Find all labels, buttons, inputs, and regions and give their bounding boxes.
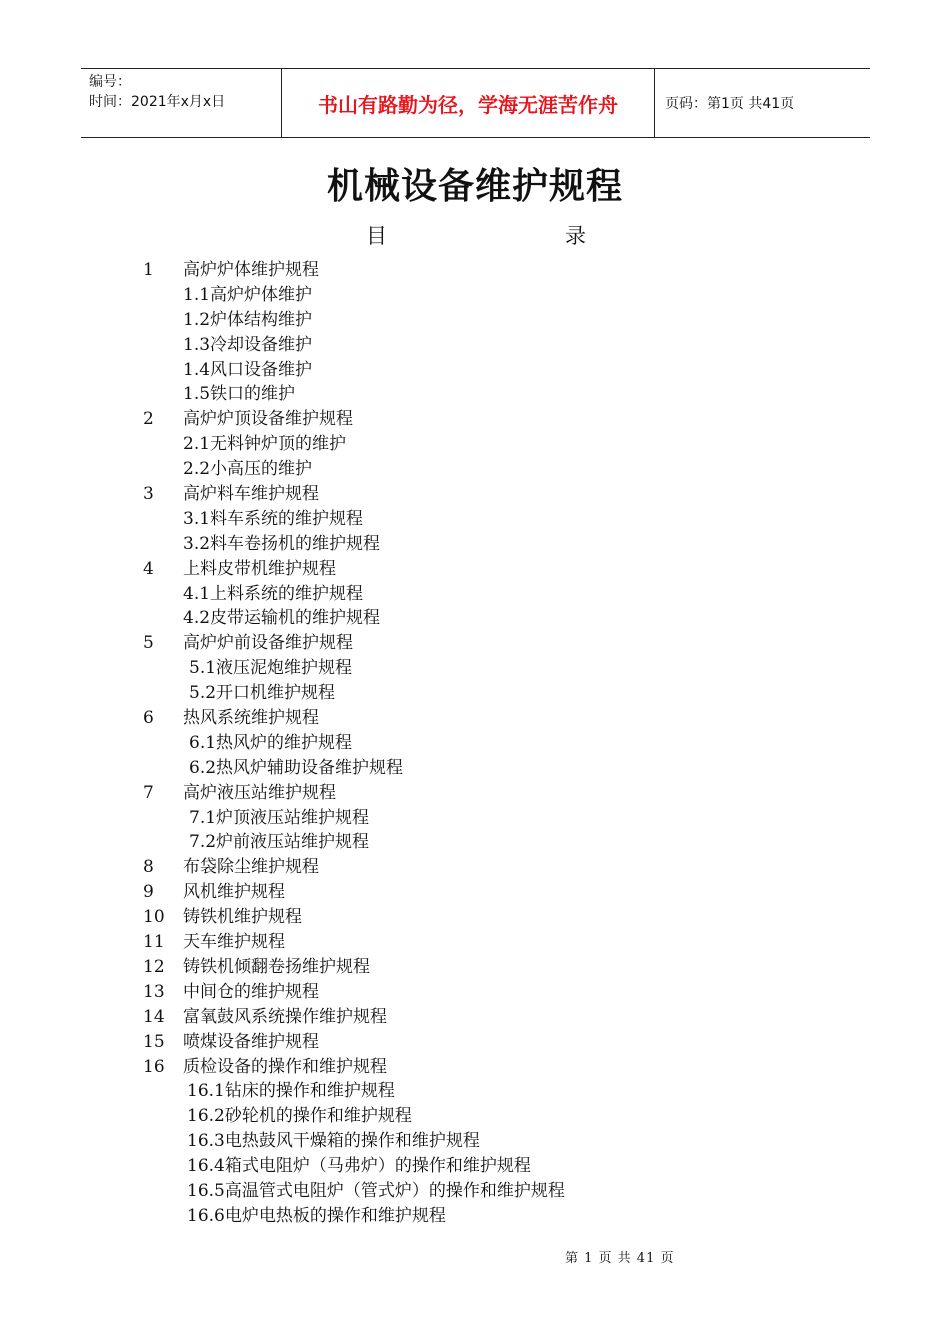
toc-entry-number: 14 <box>143 1006 165 1027</box>
toc-entry-text: 16.2砂轮机的操作和维护规程 <box>187 1106 412 1127</box>
toc-entry[interactable] <box>0 432 950 457</box>
toc-entry[interactable] <box>0 1129 950 1154</box>
toc-entry-text: 高炉液压站维护规程 <box>183 782 336 803</box>
toc-entry[interactable] <box>0 756 950 781</box>
toc-entry[interactable] <box>0 955 950 980</box>
toc-entry[interactable] <box>0 1104 950 1129</box>
toc-entry-text: 布袋除尘维护规程 <box>183 857 319 878</box>
header-number-label: 编号： <box>89 74 131 90</box>
toc-entry-text: 上料皮带机维护规程 <box>183 558 336 579</box>
toc-entry-number: 5 <box>143 633 154 654</box>
toc-entry[interactable] <box>0 1154 950 1179</box>
toc-entry-text: 6.2热风炉辅助设备维护规程 <box>189 757 404 778</box>
toc-entry-text: 3.1料车系统的维护规程 <box>183 508 364 529</box>
toc-entry-number: 7 <box>143 782 154 803</box>
toc-entry-text: 高炉炉体维护规程 <box>183 260 319 280</box>
toc-entry-text: 富氧鼓风系统操作维护规程 <box>183 1006 387 1027</box>
toc-entry-text: 6.1热风炉的维护规程 <box>189 732 353 753</box>
toc-entry-text: 2.1无料钟炉顶的维护 <box>183 434 347 455</box>
toc-entry-text: 16.6电炉电热板的操作和维护规程 <box>187 1205 446 1226</box>
toc-heading-left: 目 <box>366 224 387 248</box>
toc-entry-number: 13 <box>143 981 165 1002</box>
toc-entry-text: 3.2料车卷扬机的维护规程 <box>183 533 381 554</box>
toc-entry-text: 7.2炉前液压站维护规程 <box>189 832 370 853</box>
toc-entry-text: 铸铁机倾翻卷扬维护规程 <box>183 956 370 977</box>
toc-entry[interactable] <box>0 333 950 358</box>
header-motto-cell <box>282 69 655 137</box>
toc-entry[interactable] <box>0 1204 950 1229</box>
toc-entry-number: 11 <box>143 932 165 953</box>
toc-entry-text: 1.2炉体结构维护 <box>183 309 313 330</box>
toc-entry-text: 4.2皮带运输机的维护规程 <box>183 608 381 629</box>
toc-entry-text: 2.2小高压的维护 <box>183 459 313 480</box>
toc-entry[interactable] <box>0 1079 950 1104</box>
toc-entry[interactable] <box>0 606 950 631</box>
toc-entry-text: 天车维护规程 <box>183 932 285 953</box>
header-meta-cell <box>81 69 282 137</box>
toc-entry-text: 5.2开口机维护规程 <box>189 683 336 704</box>
toc-entry-number: 15 <box>143 1031 165 1052</box>
toc-entry-text: 16.1钻床的操作和维护规程 <box>187 1081 395 1102</box>
toc-entry[interactable] <box>0 781 950 806</box>
toc-entry[interactable] <box>0 731 950 756</box>
toc-entry-number: 1 <box>143 260 154 280</box>
toc-entry-number: 8 <box>143 857 154 878</box>
toc-entry-number: 12 <box>143 956 165 977</box>
document-title: 机械设备维护规程 <box>326 166 623 207</box>
toc-entry[interactable] <box>0 358 950 383</box>
toc-entry[interactable] <box>0 1055 950 1080</box>
toc-entry[interactable] <box>0 382 950 407</box>
toc-entry-number: 6 <box>143 708 154 729</box>
toc-entry-number: 16 <box>143 1056 165 1077</box>
toc-entry[interactable] <box>0 855 950 880</box>
header-date: 时间：2021年x月x日 <box>89 94 226 110</box>
page-header <box>81 68 870 138</box>
toc-entry-text: 16.5高温管式电阻炉（管式炉）的操作和维护规程 <box>187 1180 565 1201</box>
toc-entry[interactable] <box>0 930 950 955</box>
toc-entry[interactable] <box>0 880 950 905</box>
toc-entry[interactable] <box>0 631 950 656</box>
toc-entry-text: 高炉炉顶设备维护规程 <box>183 409 353 430</box>
table-of-contents <box>0 258 950 1229</box>
toc-entry[interactable] <box>0 283 950 308</box>
toc-entry-text: 16.4箱式电阻炉（马弗炉）的操作和维护规程 <box>187 1156 531 1177</box>
toc-entry[interactable] <box>0 582 950 607</box>
toc-entry-number: 2 <box>143 409 154 430</box>
toc-entry[interactable] <box>0 980 950 1005</box>
header-page-info: 页码：第1页 共41页 <box>665 96 795 112</box>
toc-entry-number: 3 <box>143 484 154 505</box>
toc-entry[interactable] <box>0 1179 950 1204</box>
toc-entry[interactable] <box>0 1030 950 1055</box>
toc-entry-number: 9 <box>143 882 154 903</box>
header-motto: 书山有路勤为径，学海无涯苦作舟 <box>318 92 618 117</box>
toc-entry-text: 1.4风口设备维护 <box>183 359 313 380</box>
page-footer: 第 1 页 共 41 页 <box>565 1251 675 1266</box>
toc-entry[interactable] <box>0 308 950 333</box>
toc-entry[interactable] <box>0 532 950 557</box>
toc-entry[interactable] <box>0 830 950 855</box>
header-page-cell <box>655 69 870 137</box>
toc-entry[interactable] <box>0 557 950 582</box>
toc-entry[interactable] <box>0 457 950 482</box>
toc-entry[interactable] <box>0 656 950 681</box>
toc-entry-text: 1.3冷却设备维护 <box>183 334 313 355</box>
toc-entry-text: 热风系统维护规程 <box>183 708 319 729</box>
toc-entry[interactable] <box>0 806 950 831</box>
toc-entry-text: 5.1液压泥炮维护规程 <box>189 658 353 679</box>
toc-entry-text: 1.1高炉炉体维护 <box>183 284 313 305</box>
toc-entry-text: 喷煤设备维护规程 <box>183 1031 319 1052</box>
toc-entry[interactable] <box>0 681 950 706</box>
toc-entry-text: 质检设备的操作和维护规程 <box>183 1056 387 1077</box>
toc-heading-right: 录 <box>565 224 586 248</box>
toc-entry[interactable] <box>0 407 950 432</box>
toc-entry-text: 4.1上料系统的维护规程 <box>183 583 364 604</box>
toc-entry-text: 高炉炉前设备维护规程 <box>183 633 353 654</box>
toc-entry-text: 铸铁机维护规程 <box>183 907 302 928</box>
toc-entry-text: 中间仓的维护规程 <box>183 981 319 1002</box>
toc-entry[interactable] <box>0 706 950 731</box>
toc-entry[interactable] <box>0 507 950 532</box>
toc-entry-number: 4 <box>143 558 154 579</box>
toc-entry[interactable] <box>0 482 950 507</box>
toc-entry-text: 高炉料车维护规程 <box>183 484 319 505</box>
toc-entry-text: 1.5铁口的维护 <box>183 384 296 405</box>
toc-entry-text: 风机维护规程 <box>183 882 285 903</box>
toc-entry[interactable] <box>0 905 950 930</box>
toc-entry-text: 7.1炉顶液压站维护规程 <box>189 807 370 828</box>
toc-entry-number: 10 <box>143 907 165 928</box>
toc-entry-text: 16.3电热鼓风干燥箱的操作和维护规程 <box>187 1131 480 1152</box>
toc-entry[interactable] <box>0 1005 950 1030</box>
toc-entry[interactable] <box>0 258 950 283</box>
